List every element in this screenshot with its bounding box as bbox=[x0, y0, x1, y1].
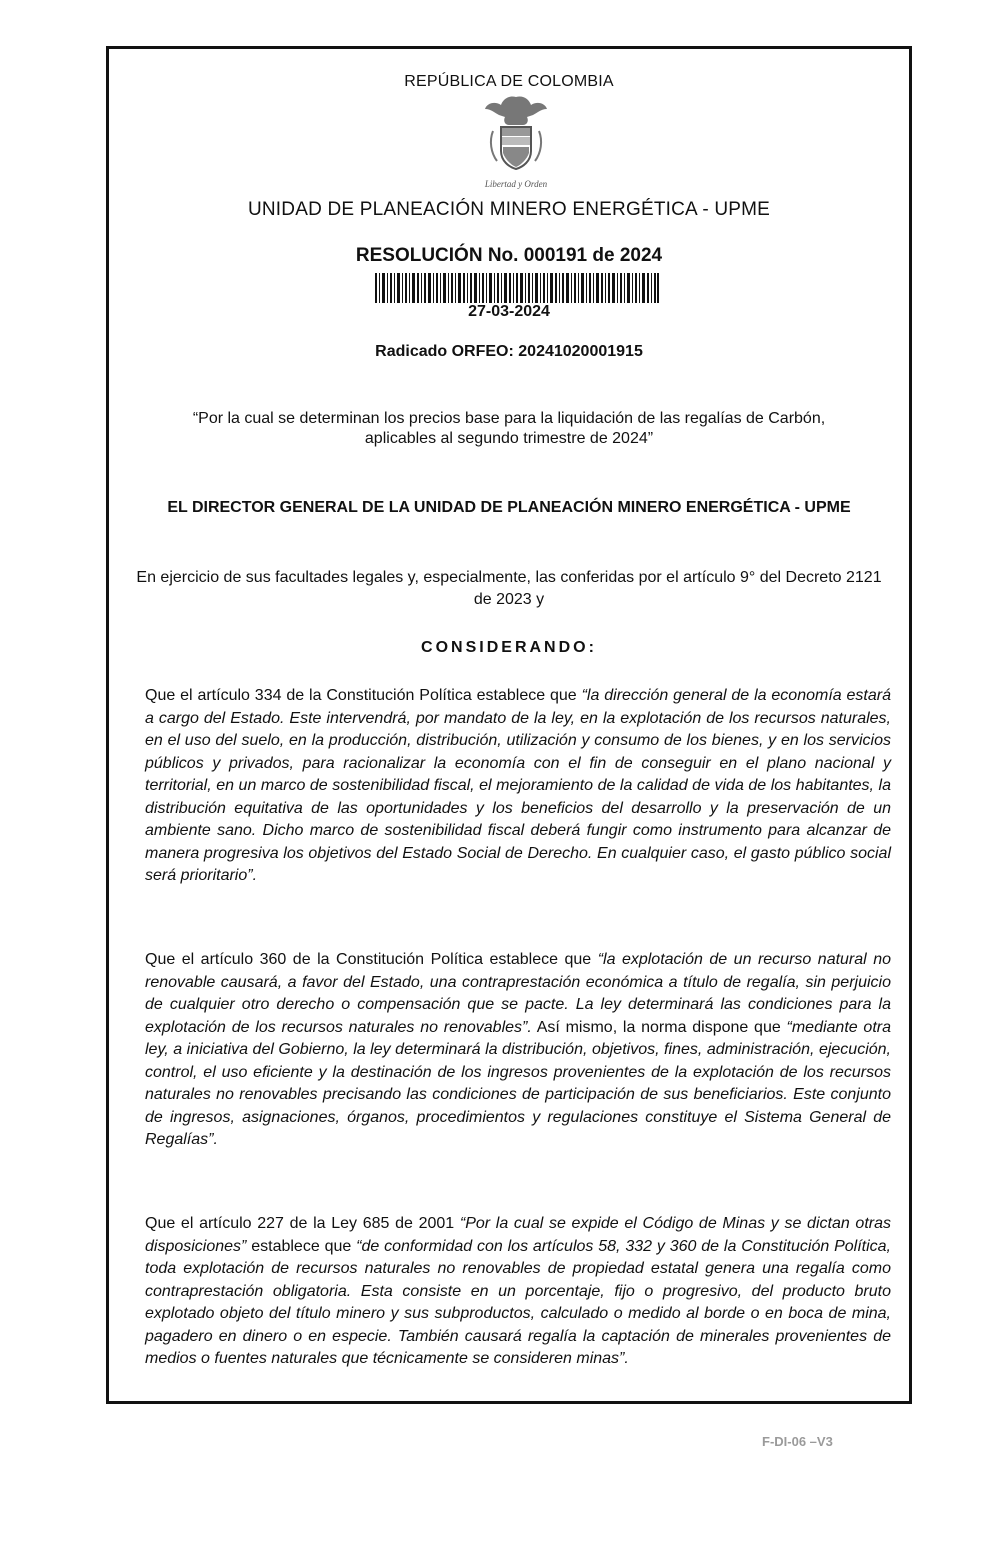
considerando-paragraph-3 bbox=[145, 1213, 891, 1371]
p3-quote: “de conformidad con los artículos 58, 332 y 360 de la Constitución Política, toda explotación de recursos naturales no renovables de propiedad estatal genera una regalía como contraprestación obligatoria. Esta consiste en un porcentaje, fijo o progresivo, del producto bruto explotado objeto del título minero y sus subproductos, calculado o medido al borde o en boca de mina, pagadero en dinero o en especie. También causará regalía la captación de minerales provenientes de medios o fuentes naturales que técnicamente se consideren minas”. bbox=[145, 1237, 892, 1367]
ejercicio-paragraph: En ejercicio de sus facultades legales y, especialmente, las conferidas por el artículo 9° del Decreto 2121 de 2023 y bbox=[136, 569, 882, 608]
p1-quote: “la dirección general de la economía estará a cargo del Estado. Este intervendrá, por mandato de la ley, en la explotación de los recursos naturales, en el uso del suelo, en la producción, distribución, utilización y consumo de los bienes, y en los servicios públicos y privados, para racionalizar la economía con el fin de conseguir en el plano nacional y territorial, en un marco de sostenibilidad fiscal, el mejoramiento de la calidad de vida de los habitantes, la distribución equitativa de las oportunidades y los beneficios del desarrollo y la preservación de un ambiente sano. Dicho marco de sostenibilidad fiscal deberá fungir como instrumento para alcanzar de manera progresiva los objetivos del Estado Social de Derecho. En cualquier caso, el gasto público social será prioritario”. bbox=[145, 687, 892, 884]
p2-middle: Así mismo, la norma dispone que bbox=[531, 1018, 787, 1036]
p3-law-title: “Por la cual se expide el Código de Minas y se dictan otras disposiciones” bbox=[145, 1215, 891, 1255]
seal-motto: Libertad y Orden bbox=[484, 179, 548, 189]
resolution-date: 27-03-2024 bbox=[468, 303, 550, 320]
considerando-paragraph-1 bbox=[145, 685, 891, 888]
subject-line-2: aplicables al segundo trimestre de 2024” bbox=[364, 430, 654, 447]
republic-heading: REPÚBLICA DE COLOMBIA bbox=[404, 73, 614, 90]
director-heading: EL DIRECTOR GENERAL DE LA UNIDAD DE PLANEACIÓN MINERO ENERGÉTICA - UPME bbox=[167, 499, 851, 516]
considerando-paragraph-2 bbox=[145, 949, 891, 1152]
subject-line-1: “Por la cual se determinan los precios base para la liquidación de las regalías de Carbón, bbox=[192, 410, 826, 427]
document-frame bbox=[106, 46, 912, 1404]
p3-intro: Que el artículo 227 de la Ley 685 de 2001 bbox=[145, 1215, 460, 1232]
p2-quote-1: “la explotación de un recurso natural no renovable causará, a favor del Estado, una contraprestación económica a título de regalía, sin perjuicio de cualquier otro derecho o compensación que se pacte. La ley determinará las condiciones para la explotación de los recursos naturales no renovables”. bbox=[145, 951, 892, 1036]
p3-middle: establece que bbox=[246, 1237, 357, 1255]
resolution-number: RESOLUCIÓN No. 000191 de 2024 bbox=[355, 245, 663, 266]
p2-intro: Que el artículo 360 de la Constitución Política establece que bbox=[145, 951, 598, 968]
coat-of-arms-icon bbox=[481, 91, 551, 191]
unit-name: UNIDAD DE PLANEACIÓN MINERO ENERGÉTICA - UPME bbox=[247, 199, 771, 220]
p2-quote-2: “mediante otra ley, a iniciativa del Gobierno, la ley determinará la distribución, objetivos, fines, administración, ejecución, control, el uso eficiente y la destinación de los ingresos provenientes de la explotación de los recursos naturales no renovables precisando las condiciones de participación de sus beneficiarios. Este conjunto de ingresos, asignaciones, órganos, procedimientos y regulaciones constituye el Sistema General de Regalías”. bbox=[145, 1018, 891, 1148]
resolution-subject bbox=[109, 409, 909, 449]
form-code: F-DI-06 –V3 bbox=[762, 1434, 833, 1449]
radicado-number: Radicado ORFEO: 20241020001915 bbox=[375, 343, 643, 360]
p1-intro: Que el artículo 334 de la Constitución Política establece que bbox=[145, 687, 582, 704]
considerando-heading: CONSIDERANDO: bbox=[421, 639, 597, 656]
barcode-icon bbox=[375, 273, 659, 303]
